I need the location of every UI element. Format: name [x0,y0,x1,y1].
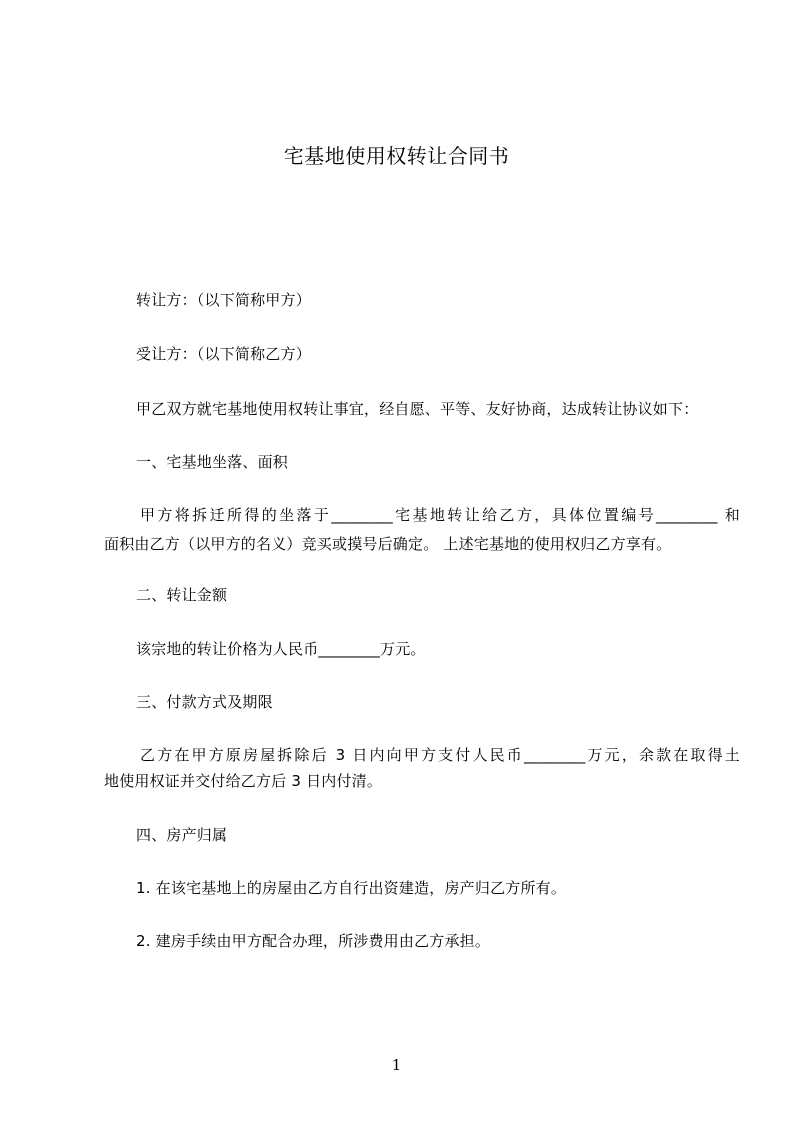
page-number: 1 [391,1056,402,1074]
section-heading-transfer-amount: 二、转让金额 [136,586,228,604]
section-3-paragraph-line-1: 乙方在甲方原房屋拆除后 3 日内向甲方支付人民币________万元，余款在取得土 [140,746,740,764]
section-3-paragraph-line-2: 地使用权证并交付给乙方后 3 日内付清。 [104,772,383,790]
agreement-intro: 甲乙双方就宅基地使用权转让事宜，经自愿、平等、友好协商，达成转让协议如下： [136,400,699,418]
ownership-item-1: 1. 在该宅基地上的房屋由乙方自行出资建造，房产归乙方所有。 [136,879,567,897]
document-title: 宅基地使用权转让合同书 [283,144,510,168]
transferee-line: 受让方：（以下简称乙方） [136,345,311,363]
section-2-paragraph: 该宗地的转让价格为人民币________万元。 [136,640,426,658]
transferor-line: 转让方：（以下简称甲方） [136,291,311,309]
section-heading-payment-terms: 三、付款方式及期限 [136,693,273,711]
ownership-item-2: 2. 建房手续由甲方配合办理，所涉费用由乙方承担。 [136,932,491,950]
section-1-paragraph-line-2: 面积由乙方（以甲方的名义）竞买或摸号后确定。 上述宅基地的使用权归乙方享有。 [104,535,672,553]
section-1-paragraph-line-1: 甲方将拆迁所得的坐落于________宅基地转让给乙方，具体位置编号________ 和 [140,506,740,524]
section-heading-location-area: 一、宅基地坐落、面积 [136,453,289,471]
section-heading-property-ownership: 四、房产归属 [136,826,228,844]
